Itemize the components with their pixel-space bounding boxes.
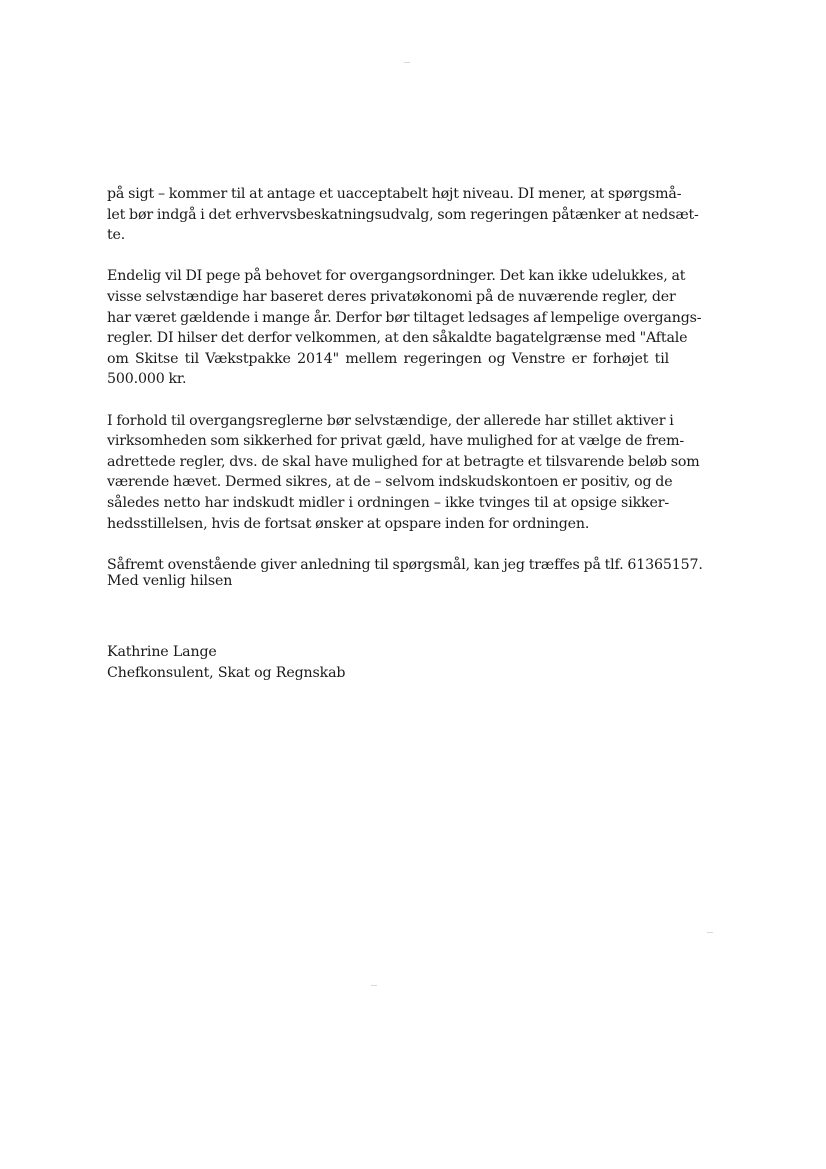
text-line: I forhold til overgangsreglerne bør selvstændige, der allerede har stillet aktiver i bbox=[107, 412, 674, 429]
closing-salutation: Med venlig hilsen bbox=[107, 573, 233, 589]
text-line: Såfremt ovenstående giver anledning til spørgsmål, kan jeg træffes på tlf. 61365157. bbox=[107, 556, 703, 573]
letter-body bbox=[107, 184, 703, 596]
text-line: te. bbox=[107, 227, 126, 244]
text-line: virksomheden som sikkerhed for privat gæld, have mulighed for at vælge de frem- bbox=[107, 433, 685, 450]
text-line: adrettede regler, dvs. de skal have mulighed for at betragte et tilsvarende beløb som bbox=[107, 453, 700, 470]
text-line: visse selvstændige har baseret deres privatøkonomi på de nuværende regler, der bbox=[107, 288, 676, 305]
text-line: om Skitse til Vækstpakke 2014" mellem regeringen og Venstre er forhøjet til bbox=[107, 350, 669, 367]
text-line: værende hævet. Dermed sikres, at de – selvom indskudskontoen er positiv, og de bbox=[107, 474, 673, 491]
paragraph-2 bbox=[107, 266, 702, 390]
text-line: 500.000 kr. bbox=[107, 371, 187, 388]
scan-speck bbox=[707, 932, 713, 933]
text-line: således netto har indskudt midler i ordningen – ikke tvinges til at opsige sikker- bbox=[107, 494, 669, 511]
text-line: har været gældende i mange år. Derfor bør tiltaget ledsages af lempelige overgangs- bbox=[107, 309, 702, 326]
scan-speck bbox=[371, 985, 377, 986]
text-line: på sigt – kommer til at antage et uacceptabelt højt niveau. DI mener, at spørgsmå- bbox=[107, 186, 682, 202]
text-line: let bør indgå i det erhvervsbeskatningsudvalg, som regeringen påtænker at nedsæt- bbox=[107, 206, 699, 223]
paragraph-1 bbox=[107, 184, 699, 246]
text-line: hedsstillelsen, hvis de fortsat ønsker at opspare inden for ordningen. bbox=[107, 515, 590, 532]
text-line: Endelig vil DI pege på behovet for overgangsordninger. Det kan ikke udelukkes, at bbox=[107, 268, 686, 285]
signature-title: Chefkonsulent, Skat og Regnskab bbox=[107, 664, 346, 681]
scan-speck bbox=[404, 62, 410, 63]
signature-block bbox=[107, 642, 345, 683]
signature-name: Kathrine Lange bbox=[107, 644, 217, 660]
text-line: regler. DI hilser det derfor velkommen, at den såkaldte bagatelgrænse med "Aftale bbox=[107, 330, 688, 347]
paragraph-3 bbox=[107, 411, 700, 535]
